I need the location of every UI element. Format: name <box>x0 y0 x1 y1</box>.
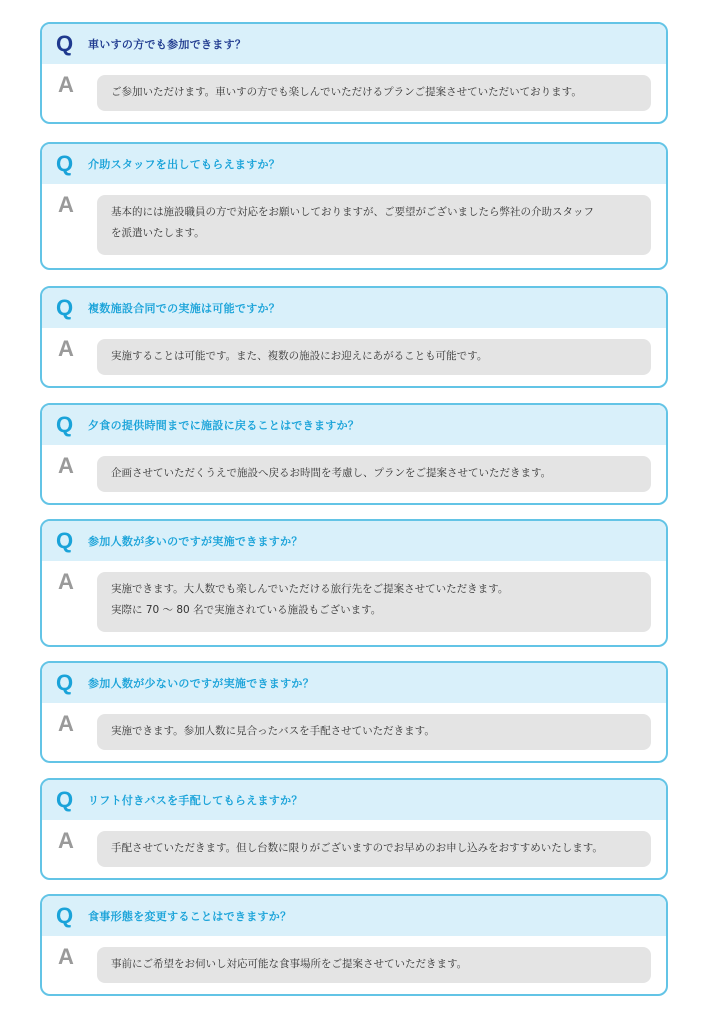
question-row <box>42 521 666 561</box>
a-marker: A <box>58 944 74 969</box>
question-text: 車いすの方でも参加できます？ <box>88 38 247 51</box>
answer-bubble <box>97 195 651 255</box>
answer-bubble <box>97 339 651 375</box>
a-marker: A <box>58 192 74 217</box>
answer-line: 実施できます。参加人数に見合ったバスを手配させていただきます。 <box>111 725 435 737</box>
question-text: 参加人数が多いのですが実施できますか？ <box>88 535 303 548</box>
question-text: 介助スタッフを出してもらえますか？ <box>88 158 281 171</box>
question-text: 複数施設合同での実施は可能ですか？ <box>88 302 281 315</box>
answer-bubble <box>97 831 651 867</box>
a-marker: A <box>58 453 74 478</box>
answer-bubble <box>97 947 651 983</box>
faq-item <box>40 286 668 388</box>
answer-line: 実施することは可能です。また、複数の施設にお迎えにあがることも可能です。 <box>111 350 488 362</box>
question-row <box>42 663 666 703</box>
question-row <box>42 288 666 328</box>
answer-bubble <box>97 456 651 492</box>
answer-bubble <box>97 75 651 111</box>
question-row <box>42 144 666 184</box>
q-marker: Q <box>56 787 74 812</box>
a-marker: A <box>58 711 74 736</box>
question-row <box>42 780 666 820</box>
faq-item <box>40 894 668 996</box>
a-marker: A <box>58 828 74 853</box>
q-marker: Q <box>56 412 74 437</box>
question-row <box>42 405 666 445</box>
faq-item <box>40 403 668 505</box>
answer-line: 事前にご希望をお伺いし対応可能な食事場所をご提案させていただきます。 <box>111 958 468 970</box>
question-row <box>42 24 666 64</box>
answer-line: 実際に 70 〜 80 名で実施されている施設もございます。 <box>111 604 382 616</box>
a-marker: A <box>58 336 74 361</box>
q-marker: Q <box>56 151 74 176</box>
question-text: 参加人数が少ないのですが実施できますか？ <box>88 677 314 690</box>
answer-line: 企画させていただくうえで施設へ戻るお時間を考慮し、プランをご提案させていただきます。 <box>111 467 552 479</box>
a-marker: A <box>58 72 74 97</box>
faq-item <box>40 778 668 880</box>
q-marker: Q <box>56 528 74 553</box>
question-text: リフト付きバスを手配してもらえますか？ <box>88 794 303 807</box>
q-marker: Q <box>56 295 74 320</box>
faq-item <box>40 22 668 124</box>
answer-bubble <box>97 572 651 632</box>
answer-line: 実施できます。大人数でも楽しんでいただける旅行先をご提案させていただきます。 <box>111 583 509 595</box>
faq-item <box>40 519 668 647</box>
q-marker: Q <box>56 31 74 56</box>
answer-line: 基本的には施設職員の方で対応をお願いしておりますが、ご要望がございましたら弊社の介助スタッフ <box>111 206 594 218</box>
answer-bubble <box>97 714 651 750</box>
q-marker: Q <box>56 670 74 695</box>
question-text: 食事形態を変更することはできますか？ <box>88 910 292 923</box>
faq-item <box>40 661 668 763</box>
q-marker: Q <box>56 903 74 928</box>
question-row <box>42 896 666 936</box>
answer-line: を派遣いたします。 <box>111 227 205 239</box>
a-marker: A <box>58 569 74 594</box>
question-text: 夕食の提供時間までに施設に戻ることはできますか？ <box>88 419 360 432</box>
answer-line: 手配させていただきます。但し台数に限りがございますのでお早めのお申し込みをおすすめいたします。 <box>111 842 603 854</box>
faq-item <box>40 142 668 270</box>
answer-line: ご参加いただけます。車いすの方でも楽しんでいただけるプランご提案させていただいております。 <box>111 86 582 98</box>
